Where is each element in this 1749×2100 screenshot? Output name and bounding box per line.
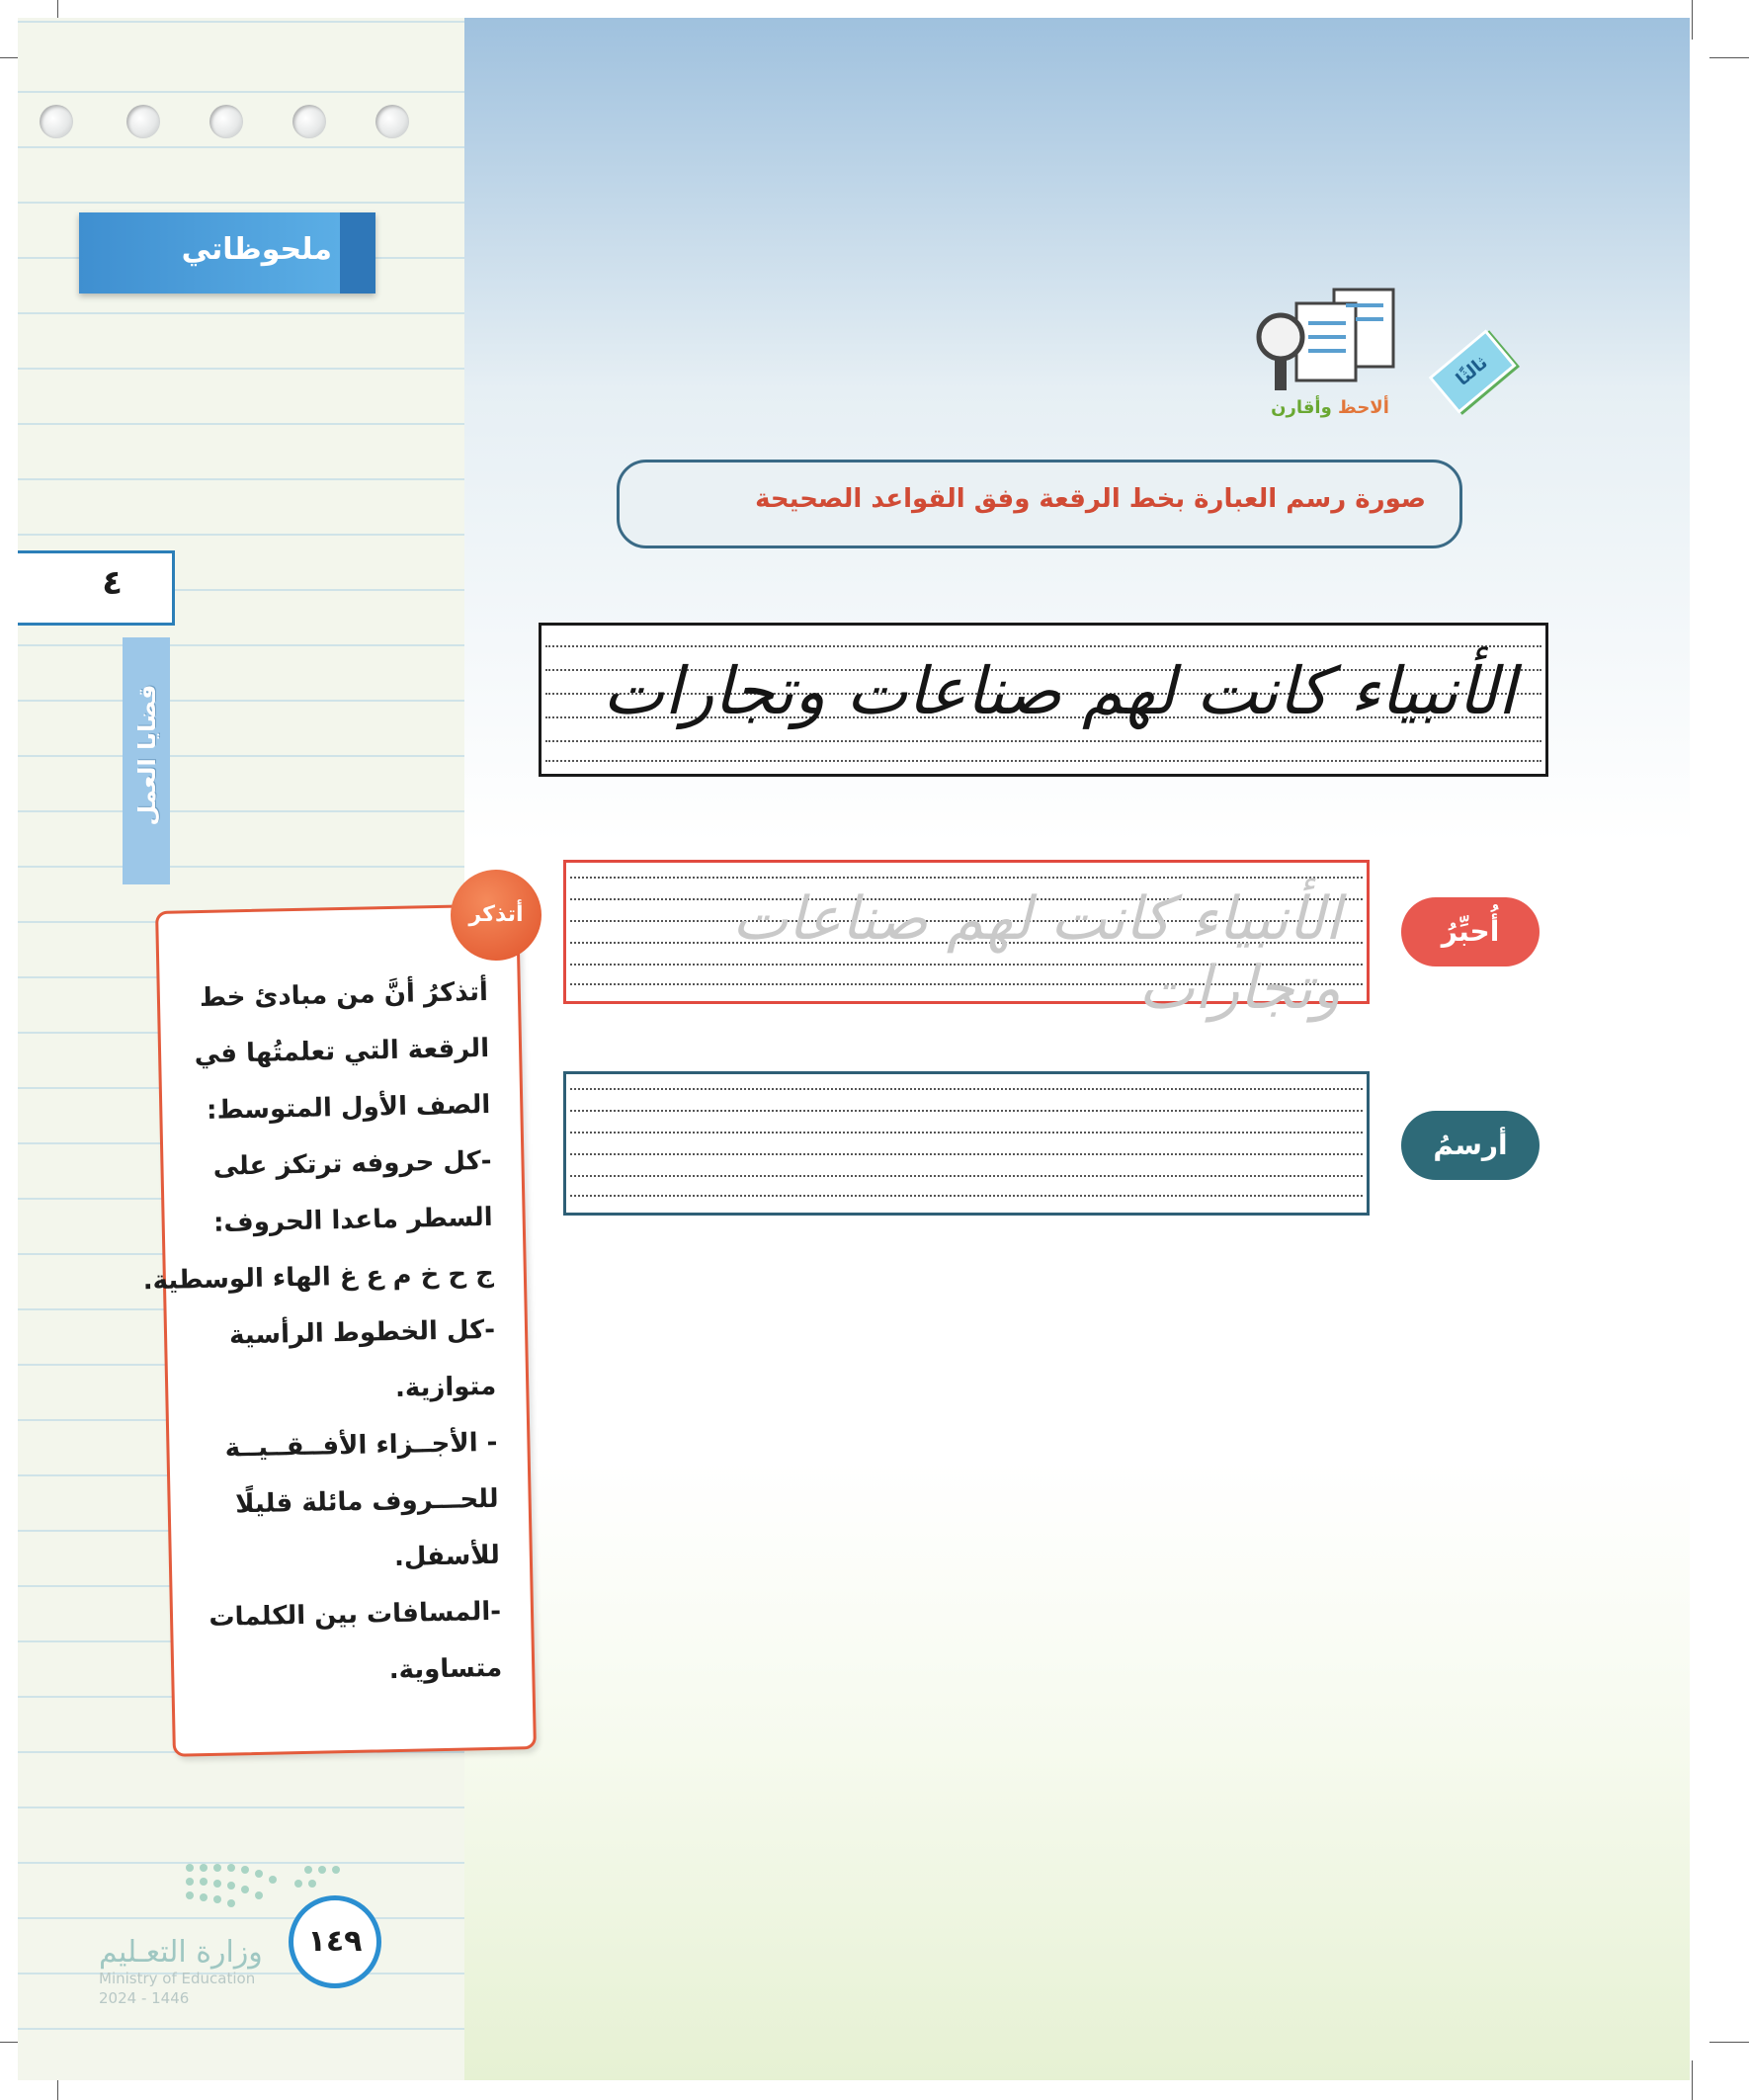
model-phrase-box: [539, 623, 1548, 777]
binder-hole: [126, 105, 160, 138]
model-phrase: الأنبياء كانت لهم صناعات وتجارات: [603, 653, 1516, 729]
crop-mark: [1692, 2060, 1693, 2100]
reminder-line: للأسفل.: [393, 1540, 501, 1573]
reminder-line: متوازية.: [394, 1371, 497, 1403]
remember-badge: أتذكر: [451, 870, 541, 961]
ministry-name-english: Ministry of Education: [99, 1970, 256, 1987]
notes-tab: [79, 212, 375, 294]
reminder-line: -المسافات بين الكلمات: [208, 1596, 502, 1633]
page-number: ١٤٩: [289, 1895, 381, 1988]
reminder-card: [142, 903, 537, 1757]
main-page: [464, 18, 1690, 2080]
ministry-name-arabic: وزارة التعـليم: [99, 1935, 263, 1970]
unit-title-ribbon: [123, 637, 170, 884]
binder-hole: [292, 105, 326, 138]
reminder-line: للحـــروف مائلة قليلًا: [234, 1483, 499, 1520]
instruction-banner: [617, 460, 1462, 548]
draw-writing-box[interactable]: [563, 1071, 1370, 1216]
unit-number-box: [18, 550, 175, 626]
trace-phrase: الأنبياء كانت لهم صناعات وتجارات: [731, 884, 1341, 1023]
crop-mark: [1692, 0, 1693, 40]
reminder-line: الرقعة التي تعلمتُها في: [194, 1033, 490, 1070]
reminder-line: -كل الخطوط الرأسية: [228, 1314, 496, 1351]
trace-writing-box[interactable]: [563, 860, 1370, 1023]
reminder-line: السطر ماعدا الحروف:: [212, 1202, 493, 1238]
unit-number: ٤: [102, 563, 123, 603]
crop-mark: [1709, 2042, 1749, 2043]
unit-title: قضايا العمل: [133, 684, 161, 826]
crop-mark: [1709, 57, 1749, 58]
instruction-text: صورة رسم العبارة بخط الرقعة وفق القواعد الصحيحة: [755, 484, 1426, 514]
ruled-guides: [570, 1074, 1363, 1213]
notes-title: ملحوظاتي: [181, 232, 332, 267]
binder-hole: [209, 105, 243, 138]
binder-hole: [40, 105, 73, 138]
reminder-line: الصف الأول المتوسط:: [206, 1089, 491, 1126]
reminder-line: متساوية.: [388, 1652, 503, 1686]
reminder-line: أتذكرُ أنَّ من مبادئ خط: [199, 976, 489, 1014]
observe-compare-caption: ألاحظ وأقارن: [1271, 397, 1389, 418]
reminder-line: -كل حروفه ترتكز على: [212, 1145, 492, 1182]
reminder-line: - الأجــزاء الأفــقــيــة: [224, 1427, 498, 1464]
trace-label: أُحبِّرُ: [1401, 897, 1540, 966]
reminder-line: ج ح خ م ع غ الهاء الوسطية.: [142, 1258, 495, 1297]
reminder-text: [142, 965, 503, 1704]
section-badge: ثالثًا: [1428, 329, 1516, 414]
edition-year: 2024 - 1446: [99, 1989, 190, 2007]
binder-hole: [375, 105, 409, 138]
draw-label: أرسمُ: [1401, 1111, 1540, 1180]
